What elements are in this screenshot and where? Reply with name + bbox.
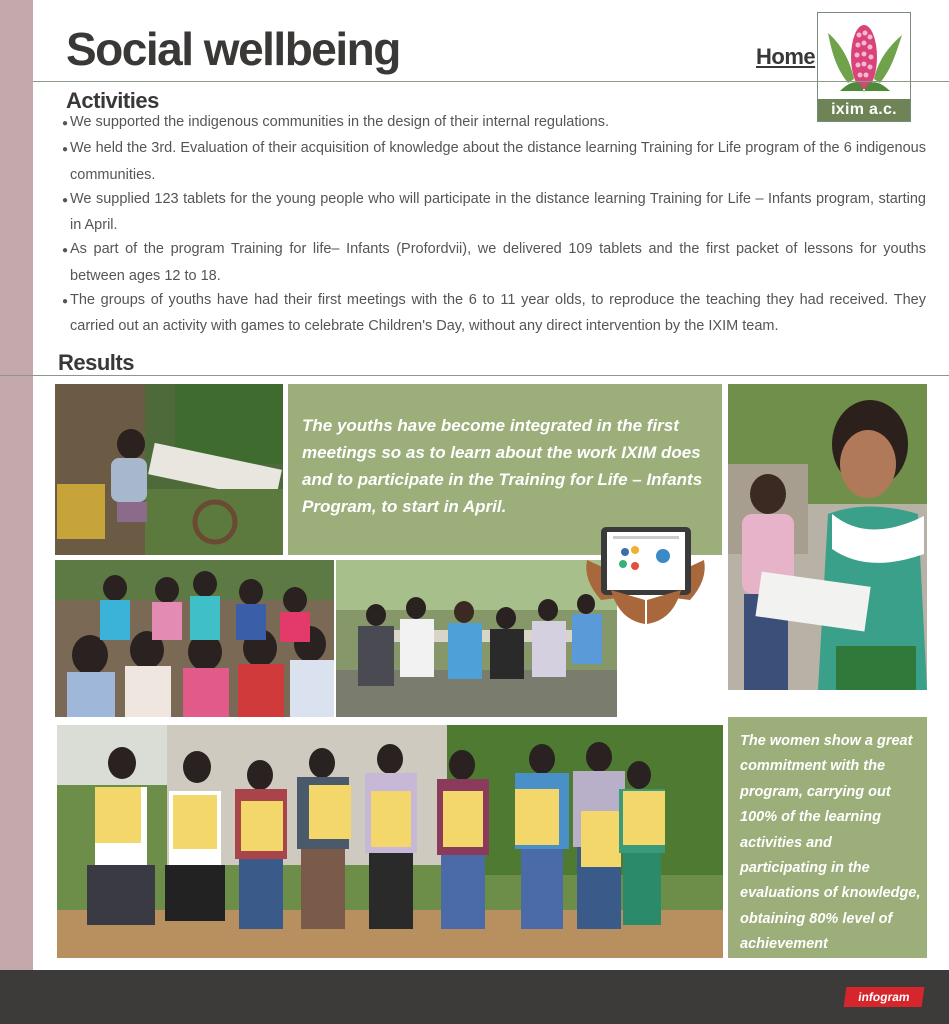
results-text-box-women: The women show a great commitment with the program, carrying out 100% of the learning activities and participating in the evaluations of knowledge, obtaining 80% level of achievement bbox=[728, 717, 927, 958]
results-text-box-youths: The youths have become integrated in the first meetings so as to learn about the work IXIM does and to participate in the Training for Life – Infants Program, to start in April. bbox=[288, 384, 722, 555]
home-link[interactable]: Home bbox=[756, 44, 816, 69]
left-accent-stripe bbox=[0, 0, 33, 970]
photo-children-group bbox=[55, 560, 334, 717]
list-item: ● As part of the program Training for life– Infants (Profordvii), we delivered 109 tablets and the first packet of lessons for youths between ages 12 to 18. bbox=[62, 241, 926, 284]
logo-text: ixim a.c. bbox=[818, 99, 910, 121]
activities-list bbox=[62, 110, 926, 339]
bullet-icon: ● bbox=[62, 245, 69, 257]
list-item: ● We supplied 123 tablets for the young people who will participate in the distance learning Training for Life – Infants program, starting in April. bbox=[62, 190, 926, 234]
bullet-icon: ● bbox=[62, 144, 69, 156]
tablet-illustration-icon bbox=[583, 520, 708, 628]
photo-women-notebook bbox=[728, 384, 927, 690]
bullet-icon: ● bbox=[62, 118, 69, 129]
bullet-icon: ● bbox=[62, 194, 69, 206]
list-item: ● We held the 3rd. Evaluation of their acquisition of knowledge about the distance learning Training for Life program of the 6 indigenous communities. bbox=[62, 140, 926, 183]
list-item: ● We supported the indigenous communities in the design of their internal regulations. bbox=[62, 110, 926, 136]
bullet-icon: ● bbox=[62, 296, 69, 308]
header-divider bbox=[33, 81, 949, 82]
activities-heading: Activities bbox=[66, 88, 159, 113]
photo-girl-studying bbox=[55, 384, 283, 555]
corn-logo-icon bbox=[818, 13, 910, 101]
photo-outdoor-meeting bbox=[336, 560, 617, 717]
footer-bar bbox=[0, 970, 949, 1024]
results-divider bbox=[0, 375, 949, 376]
photo-youths-with-posters bbox=[57, 725, 723, 958]
list-item: ● The groups of youths have had their first meetings with the 6 to 11 year olds, to reproduce the teaching they had received. They carried out an activity with games to celebrate Children's Day, without any direct intervention by the IXIM team. bbox=[62, 292, 926, 335]
infogram-badge[interactable]: infogram bbox=[844, 987, 925, 1007]
results-heading: Results bbox=[58, 350, 134, 375]
page-title: Social wellbeing bbox=[66, 23, 400, 75]
ixim-logo bbox=[817, 12, 911, 122]
